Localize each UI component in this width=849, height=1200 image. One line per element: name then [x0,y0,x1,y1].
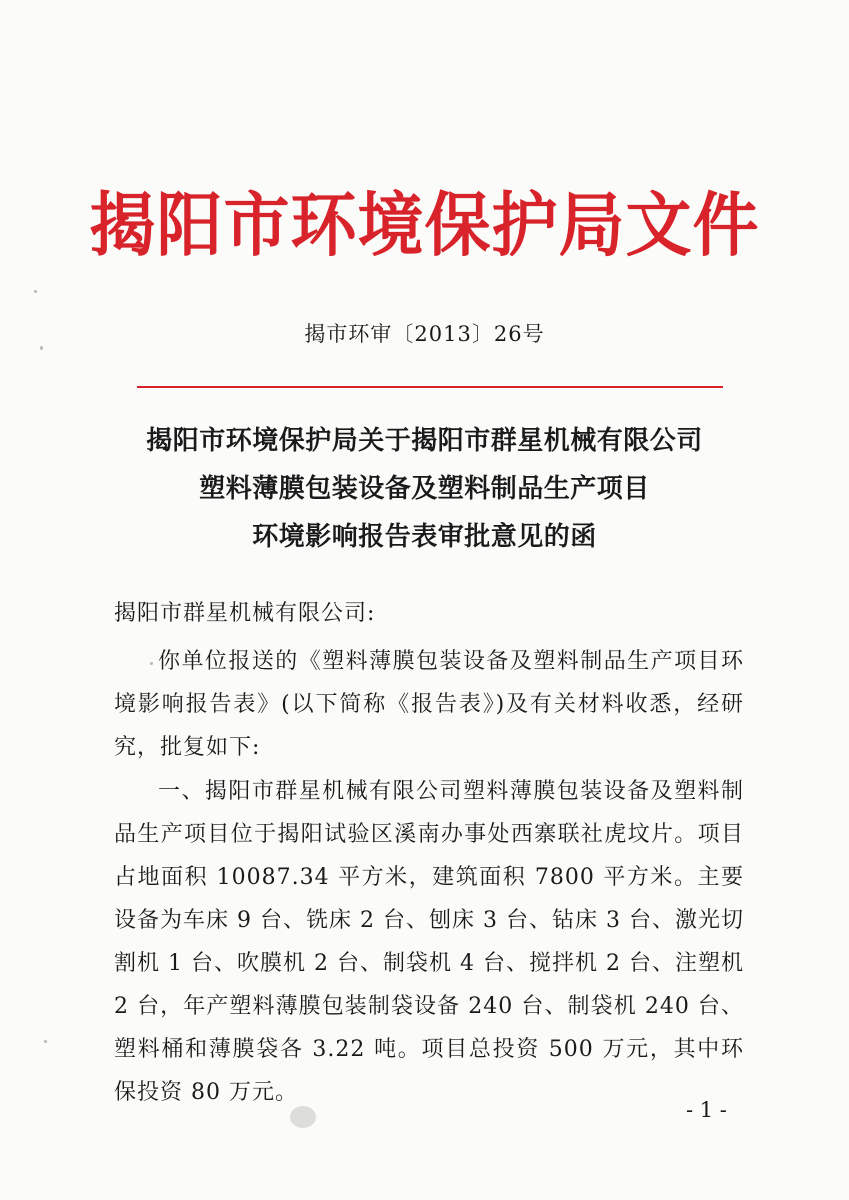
red-divider [137,386,723,388]
page-number: - 1 - [686,1098,727,1122]
addressee: 揭阳市群星机械有限公司: [114,601,376,626]
title-line-3: 环境影响报告表审批意见的函 [252,522,597,552]
scan-speck [44,1040,47,1043]
paragraph-1: 你单位报送的《塑料薄膜包装设备及塑料制品生产项目环境影响报告表》(以下简称《报告表》)及有关材料收悉，经研究，批复如下: [114,649,744,760]
scan-smudge [290,1106,316,1128]
scan-speck [150,662,153,665]
scan-speck [34,290,37,293]
document-number: 揭市环审〔2013〕26号 [304,322,545,346]
title-line-2: 塑料薄膜包装设备及塑料制品生产项目 [199,474,650,504]
scan-speck [40,346,43,350]
paragraph-2: 一、揭阳市群星机械有限公司塑料薄膜包装设备及塑料制品生产项目位于揭阳试验区溪南办事处西寨联社虎坟片。项目占地面积 10087.34 平方米，建筑面积 7800 平方米。主要设备为车床 9 台、铣床 2 台、刨床 3 台、钻床 3 台、激光切割机 1 台、吹膜机 2 台、制袋机 4 台、搅拌机 2 台、注塑机 2 台，年产塑料薄膜包装制袋设备 240 台、制袋机 240 台、塑料桶和薄膜袋各 3.22 吨。项目总投资 500 万元，其中环保投资 80 万元。 [114,779,744,1105]
title-line-1: 揭阳市环境保护局关于揭阳市群星机械有限公司 [146,426,703,456]
issuer-title: 揭阳市环境保护局文件 [89,184,760,266]
